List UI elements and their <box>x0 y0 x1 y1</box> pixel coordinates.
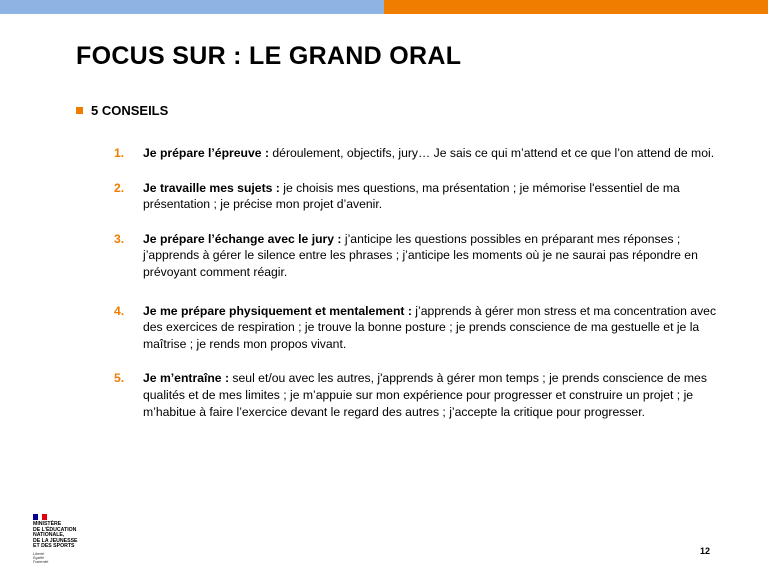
top-bar-right <box>384 0 768 14</box>
motto-line: Fraternité <box>33 559 49 564</box>
item-number: 1. <box>114 146 125 160</box>
item-number: 4. <box>114 303 125 318</box>
advice-list <box>110 145 730 420</box>
slide-title: FOCUS SUR : LE GRAND ORAL <box>76 42 462 70</box>
item-text <box>143 370 730 420</box>
list-item <box>110 370 730 420</box>
item-lead: Je m’entraîne : <box>143 371 230 386</box>
ministry-line: ET DES SPORTS <box>33 543 75 550</box>
republic-motto <box>33 552 93 564</box>
list-item <box>110 145 730 162</box>
item-text <box>143 180 730 213</box>
item-lead: Je travaille mes sujets : <box>143 180 280 195</box>
square-bullet-icon <box>76 107 83 114</box>
item-text <box>143 303 730 353</box>
list-item <box>110 180 730 213</box>
page-number: 12 <box>700 546 711 556</box>
motto-line: Égalité <box>33 555 44 560</box>
french-flag-icon <box>33 514 47 520</box>
top-bar-left <box>0 0 384 14</box>
list-item <box>110 303 730 353</box>
section-heading <box>76 103 168 118</box>
ministry-line: MINISTÈRE <box>33 521 62 527</box>
ministry-logo <box>33 514 93 564</box>
item-text <box>143 231 730 281</box>
item-body: déroulement, objectifs, jury… Je sais ce qui m’attend et ce que l’on attend de moi. <box>269 146 715 160</box>
item-text <box>143 145 730 162</box>
motto-line: Liberté <box>33 551 44 556</box>
ministry-line: DE L’ÉDUCATION <box>33 526 77 533</box>
ministry-line: DE LA JEUNESSE <box>33 537 78 544</box>
ministry-line: NATIONALE, <box>33 532 65 539</box>
item-body: j’anticipe les questions possibles en préparant mes réponses ; j’apprends à gérer le silence entre les phrases ; j’anticipe les moments où je ne saurai pas répondre en prévoyant comment réagir. <box>143 231 698 279</box>
item-number: 2. <box>114 180 125 195</box>
ministry-name <box>33 522 93 550</box>
list-item <box>110 231 730 281</box>
item-lead: Je me prépare physiquement et mentalement : <box>143 303 412 318</box>
section-heading-label: 5 CONSEILS <box>91 103 169 118</box>
item-lead: Je prépare l’échange avec le jury : <box>143 231 342 246</box>
item-body: je choisis mes questions, ma présentation ; je mémorise l'essentiel de ma présentation ; je précise mon projet d’avenir. <box>143 180 680 212</box>
item-number: 5. <box>114 371 125 386</box>
item-number: 3. <box>114 231 125 246</box>
item-body: seul et/ou avec les autres, j'apprends à gérer mon temps ; je prends conscience de mes qualités et de mes limites ; je m’appuie sur mon expérience pour progresser et construire un projet ; je m’habitue à faire l’exercice devant le regard des autres ; j’accepte la critique pour progresser. <box>143 371 707 419</box>
item-lead: Je prépare l’épreuve : <box>143 146 269 160</box>
item-body: j’apprends à gérer mon stress et ma concentration avec des exercices de respiration ; je trouve la bonne posture ; je prends conscience de ma gestuelle et je la maîtrise ; je rends mon propos vivant. <box>143 303 717 351</box>
